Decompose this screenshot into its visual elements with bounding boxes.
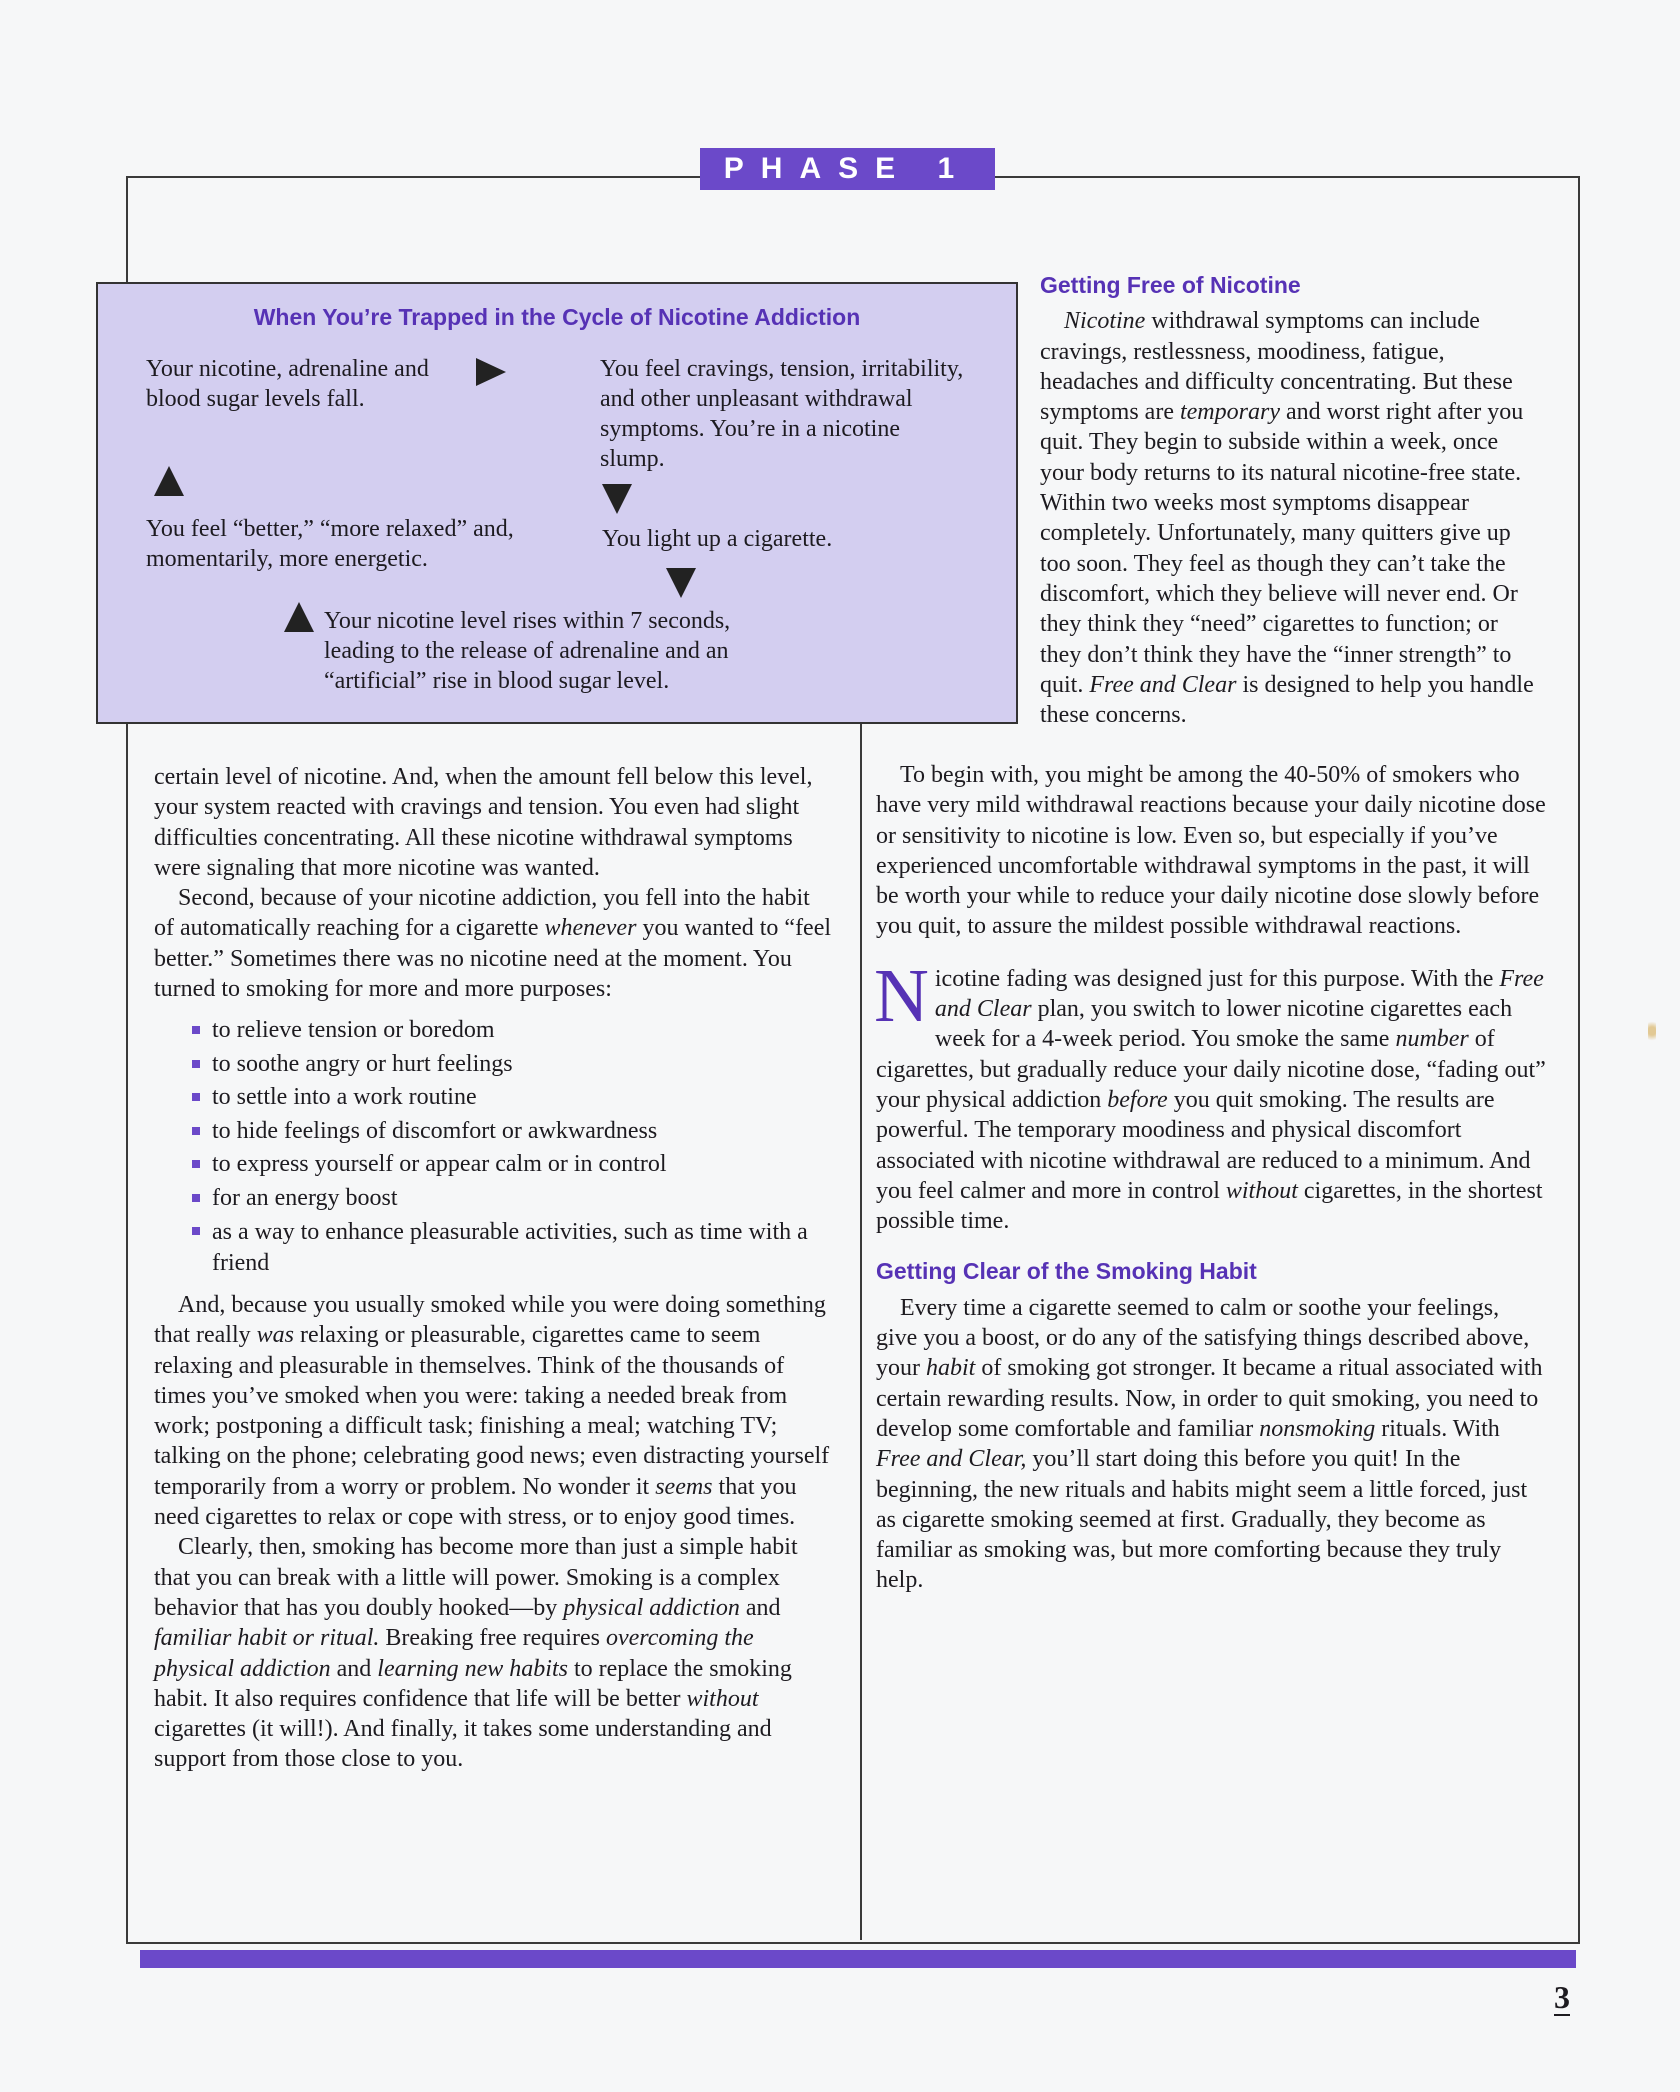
cycle-step-light-up: You light up a cigarette. xyxy=(602,526,833,552)
list-item: to relieve tension or boredom xyxy=(212,1014,834,1048)
paragraph: Clearly, then, smoking has become more than just a simple habit that you can break with a little will power. Smoking is a complex behavior that has you doubly hooked—by physical addiction and familiar habit or ritual. Breaking free requires overcoming the physical addiction and learning new habits to replace the smoking habit. It also requires confidence that life will be better without cigarettes (it will!). And finally, it takes some understanding and support from those close to you. xyxy=(154,1534,798,1773)
arrow-up-icon xyxy=(154,466,184,496)
drop-cap: N xyxy=(874,953,929,1038)
section-heading: Getting Free of Nicotine xyxy=(1040,272,1301,298)
list-item: to settle into a work routine xyxy=(212,1081,834,1115)
list-item: for an energy boost xyxy=(212,1182,834,1216)
arrow-right-icon xyxy=(476,358,506,386)
list-item: to soothe angry or hurt feelings xyxy=(212,1048,834,1082)
phase-tab: PHASE 1 xyxy=(700,148,995,190)
list-item: as a way to enhance pleasurable activities, such as time with a friend xyxy=(212,1215,834,1278)
cycle-diagram xyxy=(96,282,1018,724)
left-column xyxy=(154,762,834,1775)
paragraph: certain level of nicotine. And, when the amount fell below this level, your system reacted with cravings and tension. You even had slight difficulties concentrating. All these nicotine withdrawal symptoms were signaling that more nicotine was wanted. xyxy=(154,764,813,881)
purpose-list xyxy=(154,1014,834,1278)
paragraph: To begin with, you might be among the 40-50% of smokers who have very mild withdrawal reactions because your daily nicotine dose or sensitivity to nicotine is low. Even so, but especially if you’ve experienced uncomfortable withdrawal symptoms in the past, it will be worth your while to reduce your daily nicotine dose slowly before you quit, to assure the mildest possible withdrawal reactions. xyxy=(876,762,1546,940)
right-column-top xyxy=(1040,270,1540,730)
cycle-step-cravings: You feel cravings, tension, irritability, and other unpleasant withdrawal symptoms. You’re in a nicotine slump. xyxy=(600,356,964,472)
cycle-step-nicotine-rises: Your nicotine level rises within 7 seconds, leading to the release of adrenaline and an “artificial” rise in blood sugar level. xyxy=(324,608,731,694)
arrow-down-icon xyxy=(666,568,696,598)
section-heading: Getting Clear of the Smoking Habit xyxy=(876,1258,1257,1285)
cycle-title: When You’re Trapped in the Cycle of Nicotine Addiction xyxy=(253,304,861,330)
list-item: to express yourself or appear calm or in control xyxy=(212,1148,834,1182)
cycle-step-feel-better: You feel “better,” “more relaxed” and, momentarily, more energetic. xyxy=(146,516,514,572)
bottom-accent-bar xyxy=(140,1950,1576,1968)
list-item: to hide feelings of discomfort or awkwardness xyxy=(212,1115,834,1149)
right-column xyxy=(876,760,1546,1596)
paragraph: And, because you usually smoked while you were doing something that really was relaxing or pleasurable, cigarettes came to seem relaxing and pleasurable in themselves. Think of the thousands of times you’ve smoked when you were: taking a needed break from work; postponing a difficult task; finishing a meal; watching TV; talking on the phone; celebrating good news; even distracting yourself temporarily from a worry or problem. No wonder it seems that you need cigarettes to relax or cope with stress, or to enjoy good times. xyxy=(154,1291,830,1531)
cycle-step-levels-fall: Your nicotine, adrenaline and blood sugar levels fall. xyxy=(146,356,429,412)
paragraph: Nicotine fading was designed just for this purpose. With the Free and Clear plan, you switch to lower nicotine cigarettes each week for a 4-week period. You smoke the same number of cigarettes, but gradually reduce your daily nicotine dose, “fading out” your physical addiction before you quit smoking. The results are powerful. The temporary moodiness and physical discomfort associated with nicotine withdrawal are reduced to a minimum. And you feel calmer and more in control without cigarettes, in the shortest possible time. xyxy=(874,953,1546,1235)
paragraph: Every time a cigarette seemed to calm or soothe your feelings, give you a boost, or do any of the satisfying things described above, your habit of smoking got stronger. It became a ritual associated with certain rewarding results. Now, in order to quit smoking, you need to develop some comfortable and familiar nonsmoking rituals. With Free and Clear, you’ll start doing this before you quit! In the beginning, the new rituals and habits might seem a little forced, just as cigarette smoking seemed at first. Gradually, they become as familiar as smoking was, but more comforting because they truly help. xyxy=(876,1294,1543,1594)
arrow-up-icon xyxy=(284,602,314,632)
arrow-down-icon xyxy=(602,484,632,514)
paragraph: Nicotine withdrawal symptoms can include cravings, restlessness, moodiness, fatigue, headaches and difficulty concentrating. But these symptoms are temporary and worst right after you quit. They begin to subside within a week, once your body returns to its natural nicotine-free state. Within two weeks most symptoms disappear completely. Unfortunately, many quitters give up too soon. They feel as though they can’t take the discomfort, which they believe will never end. Or they think they “need” cigarettes to function; or they don’t think they have the “inner strength” to quit. Free and Clear is designed to help you handle these concerns. xyxy=(1040,308,1534,729)
page-number: 3 xyxy=(1554,1979,1570,2015)
column-divider xyxy=(860,720,862,1940)
paper-speck xyxy=(1648,1018,1656,1044)
paragraph: Second, because of your nicotine addiction, you fell into the habit of automatically reaching for a cigarette whenever you wanted to “feel better.” Sometimes there was no nicotine need at the moment. You turned to smoking for more and more purposes: xyxy=(154,885,832,1003)
